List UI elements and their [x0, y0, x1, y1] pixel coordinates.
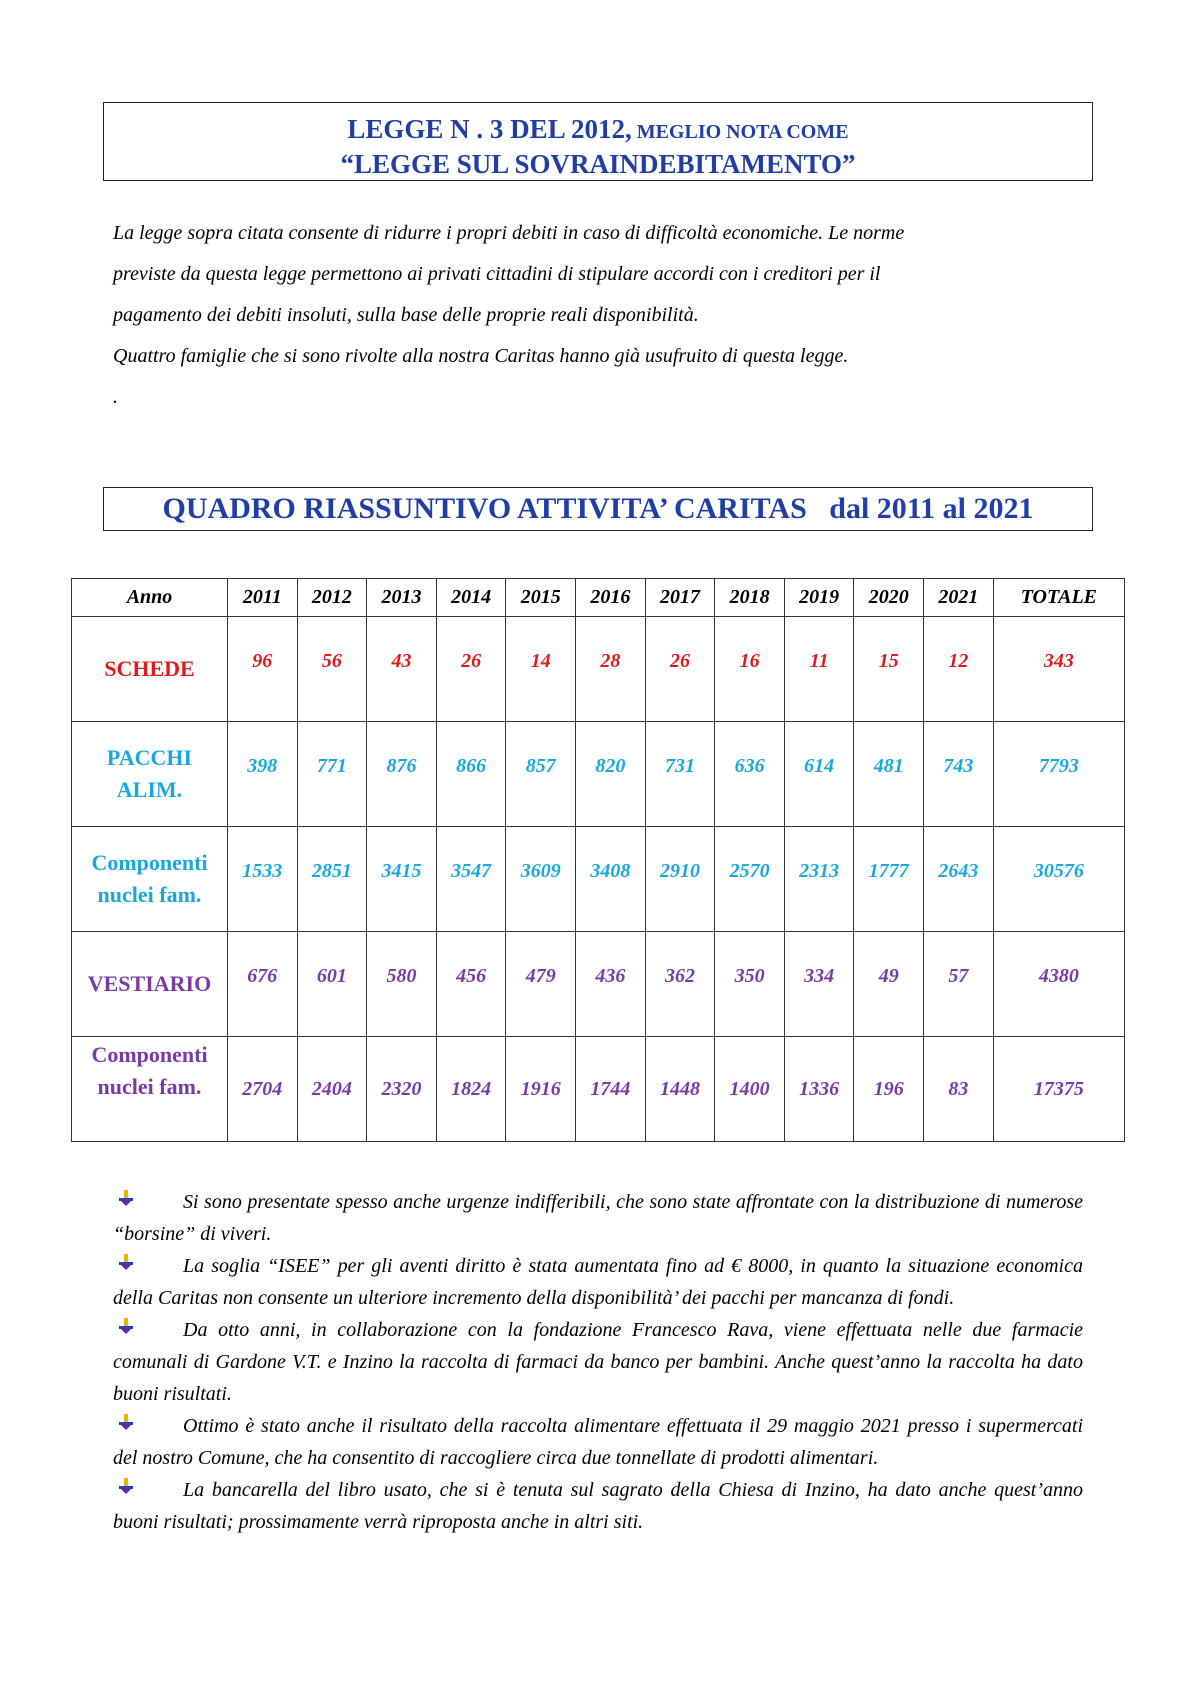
value-cell — [367, 932, 437, 1037]
row-label-line: nuclei fam. — [97, 882, 202, 907]
value-cell — [854, 722, 924, 827]
value-cell — [436, 827, 506, 932]
cell-value: 2313 — [799, 859, 840, 882]
value-cell — [297, 827, 367, 932]
row-label — [72, 1037, 228, 1142]
legge-title-line1 — [104, 114, 1092, 149]
cell-value: 1336 — [799, 1077, 840, 1100]
value-cell — [645, 827, 715, 932]
cell-value: 57 — [948, 964, 969, 987]
cell-value: 350 — [734, 964, 765, 987]
cell-value: 820 — [595, 754, 626, 777]
cell-value: 2851 — [311, 859, 352, 882]
row-label-line: nuclei fam. — [97, 1074, 202, 1099]
header-cell-year: 2020 — [854, 579, 924, 617]
cell-value: 28 — [600, 649, 621, 672]
value-cell — [715, 722, 785, 827]
header-cell-year: 2018 — [715, 579, 785, 617]
cell-value: 436 — [595, 964, 626, 987]
header-cell-year: 2012 — [297, 579, 367, 617]
bullet-text: Da otto anni, in collaborazione con la fondazione Francesco Rava, viene effettuata nelle due farmacie comunali di Gardone V.T. e Inzino la raccolta di farmaci da banco per bambini. Anche quest’anno la raccolta ha dato buoni risultati. — [113, 1319, 1083, 1405]
header-cell-year: 2016 — [576, 579, 646, 617]
header-cell-anno: Anno — [72, 579, 228, 617]
cell-value: 343 — [1043, 649, 1074, 672]
header-cell-year: 2014 — [436, 579, 506, 617]
value-cell — [784, 617, 854, 722]
cell-value: 614 — [804, 754, 835, 777]
value-cell — [367, 1037, 437, 1142]
intro-line: Quattro famiglie che si sono rivolte alla nostra Caritas hanno già usufruito di questa legge. — [113, 345, 849, 367]
bullet-text: Si sono presentate spesso anche urgenze indifferibili, che sono state affrontate con la distribuzione di numerose “borsine” di viveri. — [113, 1191, 1083, 1245]
row-label-line: SCHEDE — [104, 656, 195, 681]
header-cell-year: 2015 — [506, 579, 576, 617]
quadro-title: QUADRO RIASSUNTIVO ATTIVITA’ CARITAS dal 2011 al 2021 — [162, 492, 1034, 525]
cell-value: 3547 — [451, 859, 492, 882]
value-cell — [436, 617, 506, 722]
cell-value: 1744 — [590, 1077, 631, 1100]
value-cell — [924, 617, 994, 722]
cell-value: 1400 — [729, 1077, 770, 1100]
row-label — [72, 617, 228, 722]
table-row — [72, 1037, 1125, 1142]
bullet-text: La bancarella del libro usato, che si è tenuta sul sagrato della Chiesa di Inzino, ha dato anche quest’anno buoni risultati; prossimamente verrà riproposta anche in altri siti. — [113, 1479, 1083, 1533]
value-cell — [645, 1037, 715, 1142]
bullet-item — [113, 1410, 1083, 1474]
value-cell — [924, 1037, 994, 1142]
cell-value: 771 — [316, 754, 347, 777]
value-cell — [576, 827, 646, 932]
value-cell — [228, 722, 298, 827]
value-cell — [854, 1037, 924, 1142]
arrow-bullet-icon — [118, 1477, 134, 1495]
value-cell — [645, 722, 715, 827]
value-cell — [784, 827, 854, 932]
cell-value: 96 — [252, 649, 273, 672]
header-cell-year: 2019 — [784, 579, 854, 617]
row-label-line: PACCHI — [106, 745, 193, 770]
total-cell — [993, 932, 1124, 1037]
cell-value: 14 — [530, 649, 551, 672]
cell-value: 4380 — [1038, 964, 1079, 987]
table-row — [72, 617, 1125, 722]
intro-line: . — [113, 386, 118, 408]
value-cell — [367, 722, 437, 827]
value-cell — [367, 827, 437, 932]
value-cell — [784, 722, 854, 827]
cell-value: 2320 — [381, 1077, 422, 1100]
header-cell-year: 2021 — [924, 579, 994, 617]
row-label — [72, 722, 228, 827]
value-cell — [576, 617, 646, 722]
value-cell — [715, 827, 785, 932]
value-cell — [924, 932, 994, 1037]
row-label — [72, 932, 228, 1037]
cell-value: 866 — [456, 754, 487, 777]
cell-value: 2404 — [311, 1077, 352, 1100]
bullet-item — [113, 1474, 1083, 1538]
cell-value: 7793 — [1038, 754, 1079, 777]
value-cell — [715, 617, 785, 722]
value-cell — [506, 722, 576, 827]
bullet-list — [113, 1186, 1083, 1538]
cell-value: 12 — [948, 649, 969, 672]
value-cell — [367, 617, 437, 722]
cell-value: 11 — [809, 649, 829, 672]
row-label-line: VESTIARIO — [87, 971, 212, 996]
value-cell — [854, 932, 924, 1037]
value-cell — [715, 1037, 785, 1142]
cell-value: 3408 — [590, 859, 631, 882]
cell-value: 30576 — [1033, 859, 1084, 882]
total-cell — [993, 722, 1124, 827]
header-cell-totale: TOTALE — [993, 579, 1124, 617]
cell-value: 1448 — [659, 1077, 700, 1100]
cell-value: 49 — [878, 964, 899, 987]
bullet-text: Ottimo è stato anche il risultato della raccolta alimentare effettuata il 29 maggio 2021 presso i supermercati del nostro Comune, che ha consentito di raccogliere circa due tonnellate di prodotti alimentari. — [113, 1415, 1083, 1469]
value-cell — [576, 932, 646, 1037]
value-cell — [576, 722, 646, 827]
cell-value: 456 — [456, 964, 487, 987]
intro-line: previste da questa legge permettono ai privati cittadini di stipulare accordi con i creditori per il — [113, 263, 881, 285]
table-row — [72, 827, 1125, 932]
cell-value: 676 — [247, 964, 278, 987]
value-cell — [784, 1037, 854, 1142]
row-label-line: Componenti — [91, 1042, 208, 1067]
value-cell — [576, 1037, 646, 1142]
bullet-text: La soglia “ISEE” per gli aventi diritto è stata aumentata fino ad € 8000, in quanto la situazione economica della Caritas non consente un ulteriore incremento della disponibilità’ dei pacchi per mancanza di fondi. — [113, 1255, 1083, 1309]
quadro-title-box — [103, 487, 1093, 531]
value-cell — [228, 827, 298, 932]
cell-value: 1916 — [520, 1077, 561, 1100]
value-cell — [784, 932, 854, 1037]
value-cell — [506, 932, 576, 1037]
row-label — [72, 827, 228, 932]
cell-value: 26 — [669, 649, 690, 672]
legge-title-box — [103, 102, 1093, 181]
intro-line: pagamento dei debiti insoluti, sulla base delle proprie reali disponibilità. — [113, 304, 699, 326]
value-cell — [297, 1037, 367, 1142]
cell-value: 731 — [664, 754, 695, 777]
cell-value: 857 — [525, 754, 556, 777]
value-cell — [436, 1037, 506, 1142]
arrow-bullet-icon — [118, 1413, 134, 1431]
arrow-bullet-icon — [118, 1253, 134, 1271]
value-cell — [297, 617, 367, 722]
header-cell-year: 2017 — [645, 579, 715, 617]
cell-value: 83 — [948, 1077, 969, 1100]
cell-value: 636 — [734, 754, 765, 777]
cell-value: 479 — [525, 964, 556, 987]
value-cell — [645, 617, 715, 722]
bullet-item — [113, 1186, 1083, 1250]
cell-value: 2643 — [938, 859, 979, 882]
value-cell — [436, 722, 506, 827]
value-cell — [506, 827, 576, 932]
value-cell — [854, 617, 924, 722]
total-cell — [993, 827, 1124, 932]
value-cell — [228, 617, 298, 722]
value-cell — [228, 932, 298, 1037]
cell-value: 601 — [316, 964, 347, 987]
cell-value: 26 — [461, 649, 482, 672]
cell-value: 743 — [943, 754, 974, 777]
row-label-line: Componenti — [91, 850, 208, 875]
value-cell — [228, 1037, 298, 1142]
arrow-bullet-icon — [118, 1317, 134, 1335]
total-cell — [993, 617, 1124, 722]
table-body — [72, 617, 1125, 1142]
cell-value: 362 — [664, 964, 695, 987]
cell-value: 580 — [386, 964, 417, 987]
summary-table — [71, 578, 1125, 1142]
table-row — [72, 932, 1125, 1037]
cell-value: 2570 — [729, 859, 770, 882]
intro-paragraph — [113, 213, 1093, 418]
cell-value: 1777 — [868, 859, 909, 882]
cell-value: 2704 — [242, 1077, 283, 1100]
legge-title-sub: MEGLIO NOTA COME — [631, 121, 849, 143]
cell-value: 398 — [247, 754, 278, 777]
value-cell — [645, 932, 715, 1037]
value-cell — [297, 932, 367, 1037]
cell-value: 43 — [391, 649, 412, 672]
cell-value: 15 — [878, 649, 899, 672]
header-cell-year: 2011 — [228, 579, 298, 617]
cell-value: 481 — [873, 754, 904, 777]
value-cell — [854, 827, 924, 932]
value-cell — [924, 722, 994, 827]
cell-value: 3609 — [520, 859, 561, 882]
row-label-line: ALIM. — [116, 777, 183, 802]
cell-value: 196 — [873, 1077, 904, 1100]
cell-value: 2910 — [659, 859, 700, 882]
intro-line: La legge sopra citata consente di ridurre i propri debiti in caso di difficoltà economiche. Le norme — [113, 222, 905, 244]
value-cell — [436, 932, 506, 1037]
cell-value: 1533 — [242, 859, 283, 882]
cell-value: 334 — [804, 964, 835, 987]
bullet-item — [113, 1314, 1083, 1410]
bullet-item — [113, 1250, 1083, 1314]
legge-title-main: LEGGE N . 3 DEL 2012, — [347, 114, 632, 144]
table-header-row — [72, 579, 1125, 617]
cell-value: 17375 — [1033, 1077, 1084, 1100]
value-cell — [715, 932, 785, 1037]
header-cell-year: 2013 — [367, 579, 437, 617]
cell-value: 16 — [739, 649, 760, 672]
cell-value: 876 — [386, 754, 417, 777]
table-row — [72, 722, 1125, 827]
value-cell — [924, 827, 994, 932]
value-cell — [297, 722, 367, 827]
total-cell — [993, 1037, 1124, 1142]
arrow-bullet-icon — [118, 1189, 134, 1207]
cell-value: 56 — [321, 649, 342, 672]
value-cell — [506, 1037, 576, 1142]
cell-value: 1824 — [451, 1077, 492, 1100]
value-cell — [506, 617, 576, 722]
cell-value: 3415 — [381, 859, 422, 882]
legge-title-line2: “LEGGE SUL SOVRAINDEBITAMENTO” — [340, 149, 856, 179]
